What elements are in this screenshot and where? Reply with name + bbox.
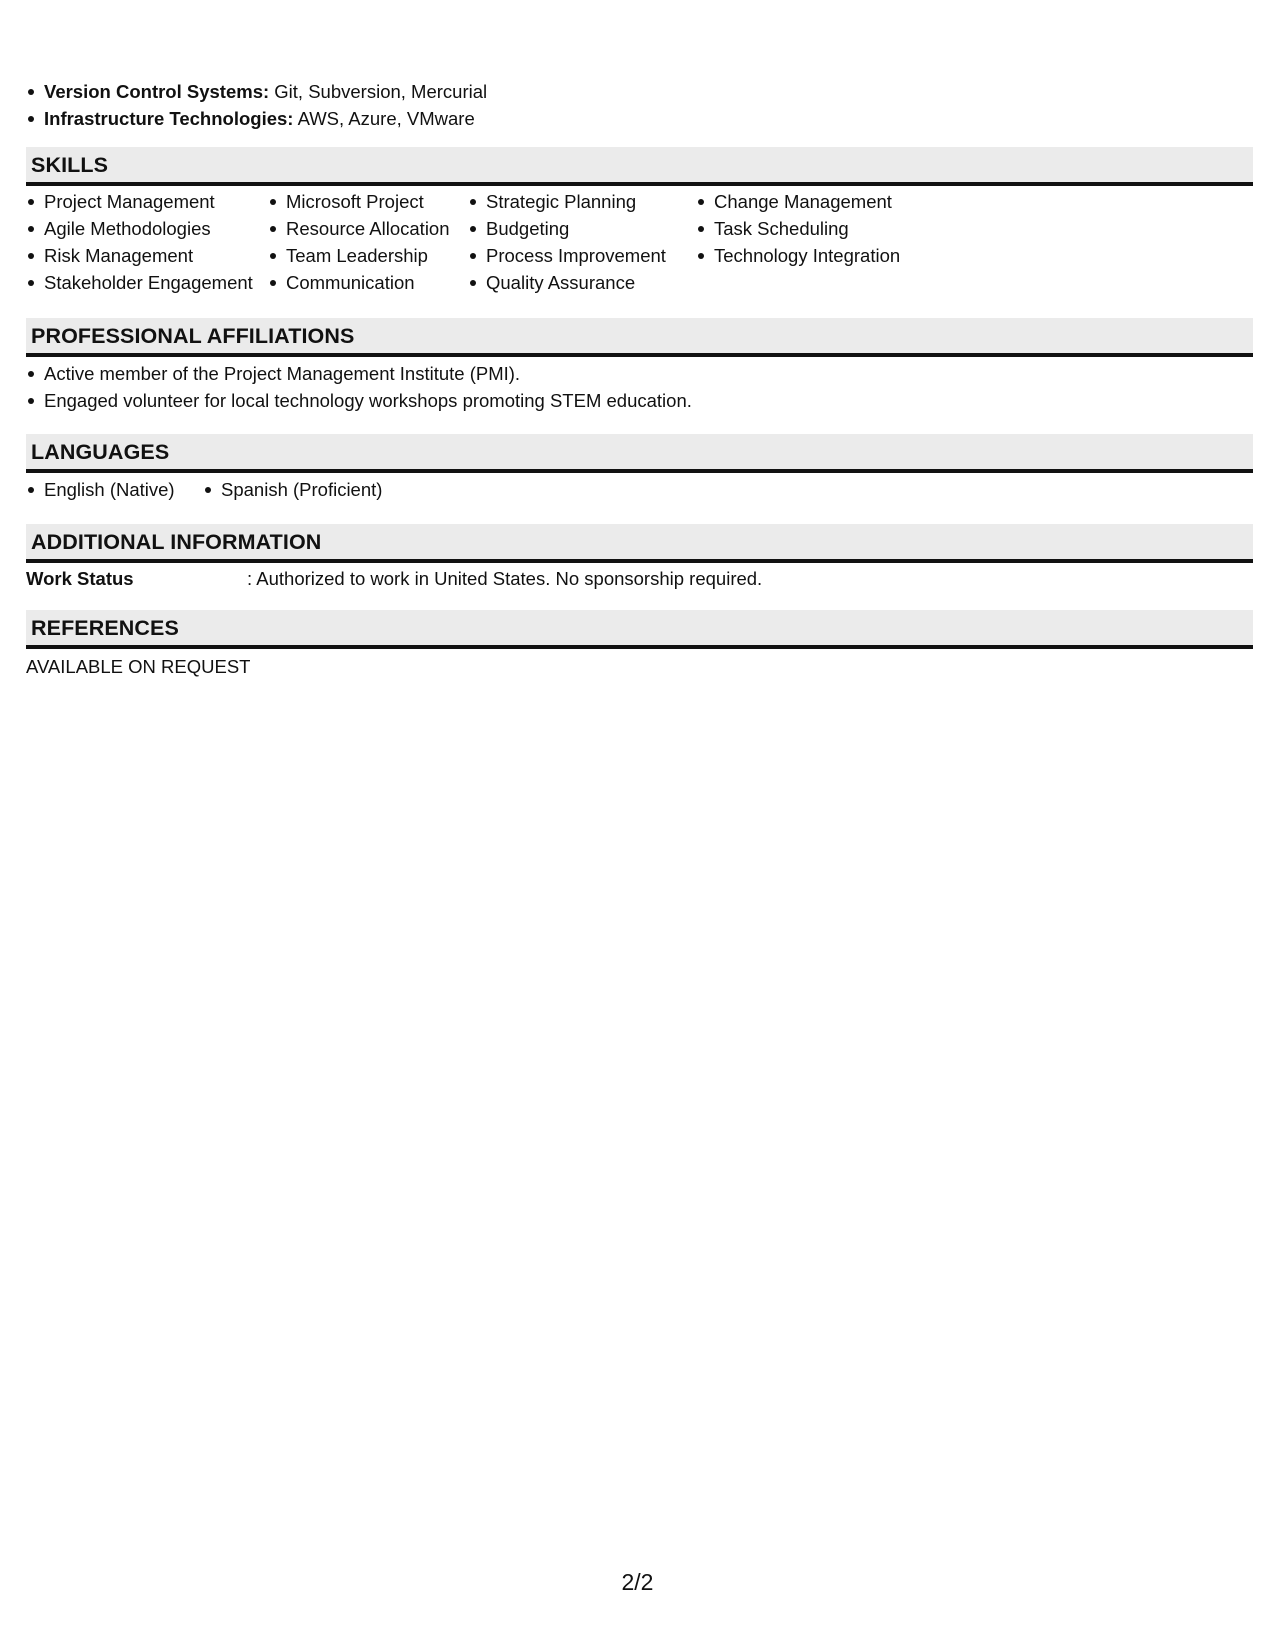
skill-item: Risk Management bbox=[26, 242, 268, 269]
affiliations-list bbox=[26, 360, 692, 414]
work-status-label: Work Status bbox=[26, 568, 134, 589]
skill-item: Communication bbox=[268, 269, 468, 296]
affiliations-section-header bbox=[26, 318, 1253, 357]
technical-skills-list bbox=[26, 78, 487, 132]
affiliation-item: Engaged volunteer for local technology workshops promoting STEM education. bbox=[26, 387, 692, 414]
skill-item: Stakeholder Engagement bbox=[26, 269, 268, 296]
section-title: LANGUAGES bbox=[31, 440, 170, 464]
languages-list bbox=[26, 476, 382, 503]
skill-item: Process Improvement bbox=[468, 242, 696, 269]
tech-skill-value: AWS, Azure, VMware bbox=[293, 108, 475, 129]
section-title: ADDITIONAL INFORMATION bbox=[31, 530, 322, 554]
section-title: SKILLS bbox=[31, 153, 109, 177]
language-item: Spanish (Proficient) bbox=[203, 476, 382, 503]
skill-item: Agile Methodologies bbox=[26, 215, 268, 242]
skill-item: Change Management bbox=[696, 188, 956, 215]
skill-item: Microsoft Project bbox=[268, 188, 468, 215]
additional-info-section-header bbox=[26, 524, 1253, 563]
section-title: PROFESSIONAL AFFILIATIONS bbox=[31, 324, 355, 348]
work-status-value: : Authorized to work in United States. No sponsorship required. bbox=[247, 568, 763, 589]
language-item: English (Native) bbox=[26, 476, 203, 503]
skill-item: Quality Assurance bbox=[468, 269, 696, 296]
tech-skill-label: Version Control Systems: bbox=[44, 81, 270, 102]
work-status-row bbox=[26, 565, 1253, 592]
affiliation-item: Active member of the Project Management Institute (PMI). bbox=[26, 360, 692, 387]
skills-column bbox=[468, 188, 696, 296]
skill-item: Task Scheduling bbox=[696, 215, 956, 242]
skill-item: Technology Integration bbox=[696, 242, 956, 269]
skills-columns bbox=[26, 188, 956, 296]
skills-section-header bbox=[26, 147, 1253, 186]
tech-skill-value: Git, Subversion, Mercurial bbox=[269, 81, 488, 102]
list-item bbox=[26, 78, 487, 105]
skill-item: Resource Allocation bbox=[268, 215, 468, 242]
tech-skill-label: Infrastructure Technologies: bbox=[44, 108, 294, 129]
skills-column bbox=[696, 188, 956, 296]
languages-section-header bbox=[26, 434, 1253, 473]
references-text: AVAILABLE ON REQUEST bbox=[26, 656, 251, 677]
skill-item: Team Leadership bbox=[268, 242, 468, 269]
skills-column bbox=[268, 188, 468, 296]
skill-item: Project Management bbox=[26, 188, 268, 215]
section-title: REFERENCES bbox=[31, 616, 179, 640]
list-item bbox=[26, 105, 487, 132]
skill-item: Strategic Planning bbox=[468, 188, 696, 215]
page-number: 2/2 bbox=[621, 1569, 654, 1595]
skills-column bbox=[26, 188, 268, 296]
references-section-header bbox=[26, 610, 1253, 649]
skill-item: Budgeting bbox=[468, 215, 696, 242]
